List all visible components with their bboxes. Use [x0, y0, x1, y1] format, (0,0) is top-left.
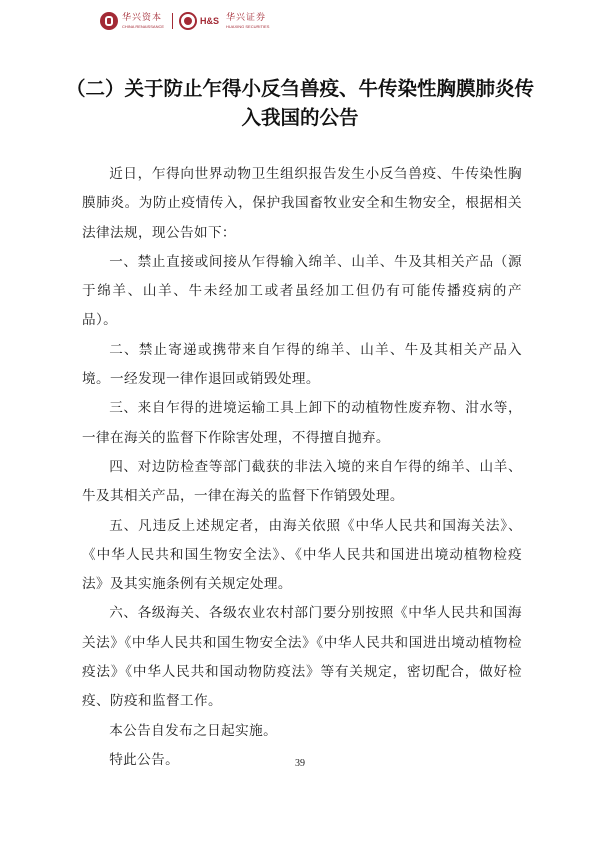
huaxing-capital-logo: [100, 12, 164, 30]
paragraph-item-2: 二、禁止寄递或携带来自乍得的绵羊、山羊、牛及其相关产品入境。一经发现一律作退回或销毁处理。: [82, 341, 522, 388]
page-number: 39: [295, 758, 305, 769]
paragraph-item-4: 四、对边防检查等部门截获的非法入境的来自乍得的绵羊、山羊、牛及其相关产品，一律在海关的监督下作销毁处理。: [82, 458, 522, 505]
paragraph-item-5: 五、凡违反上述规定者，由海关依照《中华人民共和国海关法》、《中华人民共和国生物安全法》、《中华人民共和国进出境动植物检疫法》及其实施条例有关规定处理。: [82, 517, 522, 593]
huaxing-securities-logo-icon: [179, 12, 197, 30]
paragraph-item-3: 三、来自乍得的进境运输工具上卸下的动植物性废弃物、泔水等，一律在海关的监督下作除害处理，不得擅自抛弃。: [82, 400, 522, 446]
logo2-subtext: HUAXING SECURITIES: [226, 23, 270, 29]
logo2-text: 华兴证券: [226, 12, 267, 23]
page-title: （二）关于防止乍得小反刍兽疫、牛传染性胸膜肺炎传入我国的公告: [65, 77, 534, 129]
logo1-text: 华兴资本: [122, 12, 163, 23]
paragraph-effective: 本公告自发布之日起实施。: [109, 722, 278, 739]
paragraph-intro: 近日，乍得向世界动物卫生组织报告发生小反刍兽疫、牛传染性胸膜肺炎。为防止疫情传入，保护我国畜牧业安全和生物安全，根据相关法律法规，现公告如下：: [82, 166, 522, 241]
announcement-body: [82, 160, 522, 775]
huaxing-securities-logo: [179, 12, 269, 30]
huaxing-capital-logo-icon: [100, 12, 118, 30]
header-divider: [172, 13, 173, 29]
document-header: [100, 8, 277, 34]
paragraph-item-1: 一、禁止直接或间接从乍得输入绵羊、山羊、牛及其相关产品（源于绵羊、山羊、牛未经加工或者虽经加工但仍有可能传播疫病的产品）。: [82, 253, 522, 329]
paragraph-item-6: 六、各级海关、各级农业农村部门要分别按照《中华人民共和国海关法》《中华人民共和国生物安全法》《中华人民共和国进出境动植物检疫法》《中华人民共和国动物防疫法》等有关规定，密切配合，做好检疫、防疫和监督工作。: [82, 605, 522, 710]
paragraph-closing: 特此公告。: [109, 751, 180, 768]
logo1-subtext: CHINA RENAISSANCE: [122, 23, 165, 29]
logo2-abbr: H&S: [200, 16, 220, 26]
